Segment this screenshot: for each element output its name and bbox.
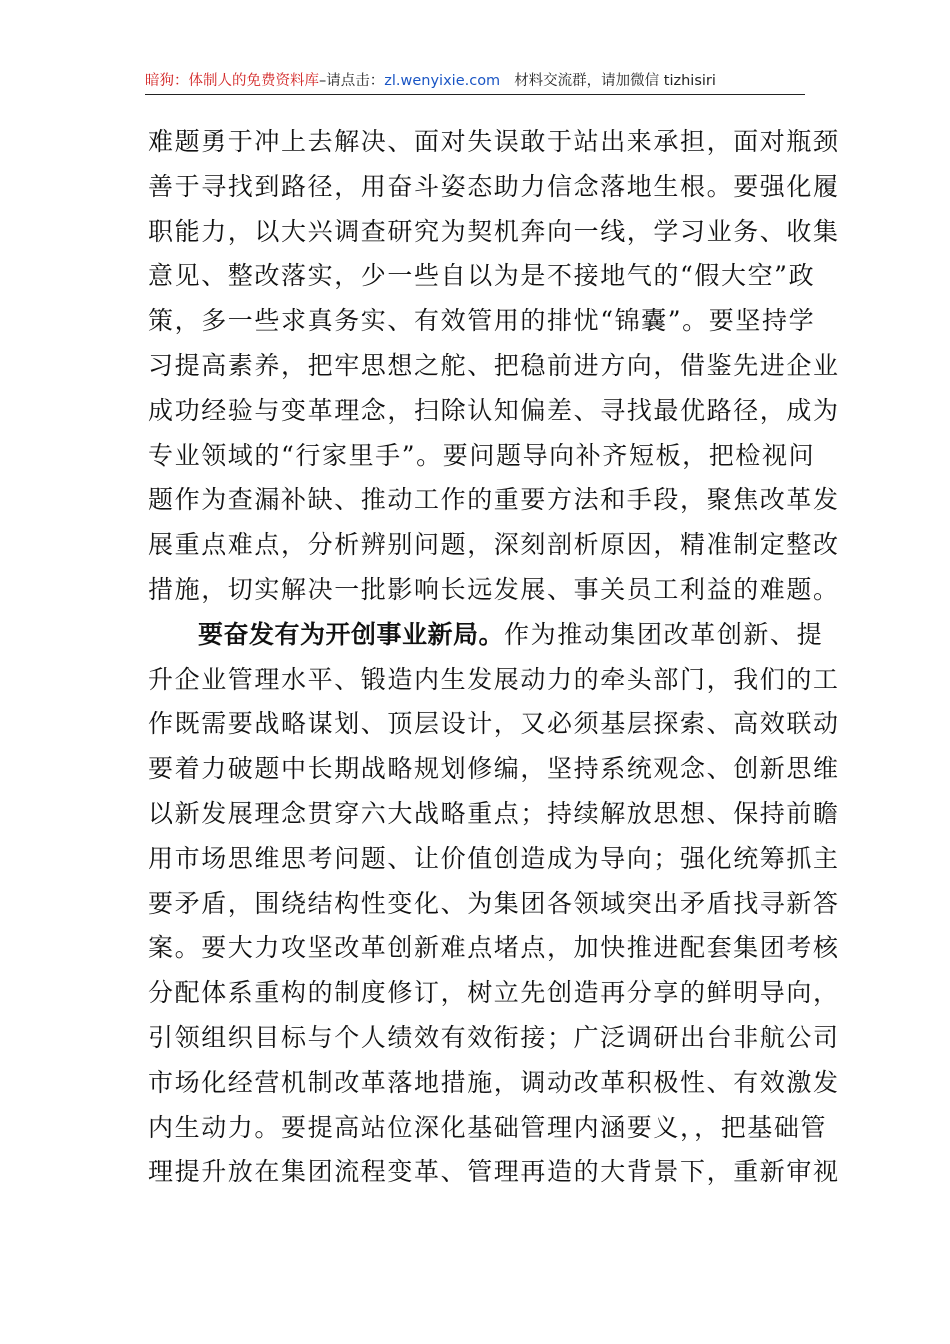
body-line: 内生动力。要提高站位深化基础管理内涵要义，，把基础管 xyxy=(148,1112,828,1142)
body-line: 题作为查漏补缺、推动工作的重要方法和手段，聚焦改革发 xyxy=(148,485,840,515)
body-line: 分配体系重构的制度修订，树立先创造再分享的鲜明导向， xyxy=(148,978,840,1008)
body-line: 措施，切实解决一批影响长远发展、事关员工利益的难题。 xyxy=(148,574,840,604)
body-line: 成功经验与变革理念，扫除认知偏差、寻找最优路径，成为 xyxy=(148,395,840,425)
header-site-name: 暗狗：体制人的免费资料库 xyxy=(145,73,319,89)
paragraph-heading: 要奋发有为开创事业新局。 xyxy=(198,619,505,649)
paragraph-2-first-text: 作为推动集团改革创新、提 xyxy=(504,619,824,649)
body-line: 作既需要战略谋划、顶层设计，又必须基层探索、高效联动 xyxy=(148,709,840,739)
body-line: 难题勇于冲上去解决、面对失误敢于站出来承担，面对瓶颈 xyxy=(148,127,840,156)
document-body xyxy=(148,120,840,1195)
body-line: 案。要大力攻坚改革创新难点堵点，加快推进配套集团考核 xyxy=(148,933,840,963)
page-header xyxy=(145,68,805,95)
body-line: 要矛盾，围绕结构性变化、为集团各领域突出矛盾找寻新答 xyxy=(148,888,840,918)
paragraph-2-first-line xyxy=(148,613,824,658)
body-line: 专业领域的“行家里手”。要问题导向补齐短板，把检视问 xyxy=(148,440,816,470)
body-line: 引领组织目标与个人绩效有效衔接；广泛调研出台非航公司 xyxy=(148,1022,840,1052)
body-line: 升企业管理水平、锻造内生发展动力的牵头部门，我们的工 xyxy=(148,664,840,694)
body-line: 市场化经营机制改革落地措施，调动改革积极性、有效激发 xyxy=(148,1067,840,1097)
body-line: 职能力，以大兴调查研究为契机奔向一线，学习业务、收集 xyxy=(148,216,840,246)
body-line: 要着力破题中长期战略规划修编，坚持系统观念、创新思维 xyxy=(148,754,840,784)
body-line: 策，多一些求真务实、有效管用的排忧“锦囊”。要坚持学 xyxy=(148,306,816,336)
body-line: 以新发展理念贯穿六大战略重点；持续解放思想、保持前瞻 xyxy=(148,798,840,828)
body-line: 用市场思维思考问题、让价值创造成为导向；强化统筹抓主 xyxy=(148,843,840,873)
header-group-info: 材料交流群，请加微信 tizhisiri xyxy=(514,73,716,89)
body-line: 善于寻找到路径，用奋斗姿态助力信念落地生根。要强化履 xyxy=(148,171,840,201)
body-line: 意见、整改落实，少一些自以为是不接地气的“假大空”政 xyxy=(148,261,816,291)
body-line: 展重点难点，分析辨别问题，深刻剖析原因，精准制定整改 xyxy=(148,530,840,560)
header-url-link[interactable]: zl.wenyixie.com xyxy=(384,73,501,89)
header-click-prompt: –请点击： xyxy=(319,73,385,89)
body-line: 理提升放在集团流程变革、管理再造的大背景下，重新审视 xyxy=(148,1157,840,1187)
body-line: 习提高素养，把牢思想之舵、把稳前进方向，借鉴先进企业 xyxy=(148,350,840,380)
